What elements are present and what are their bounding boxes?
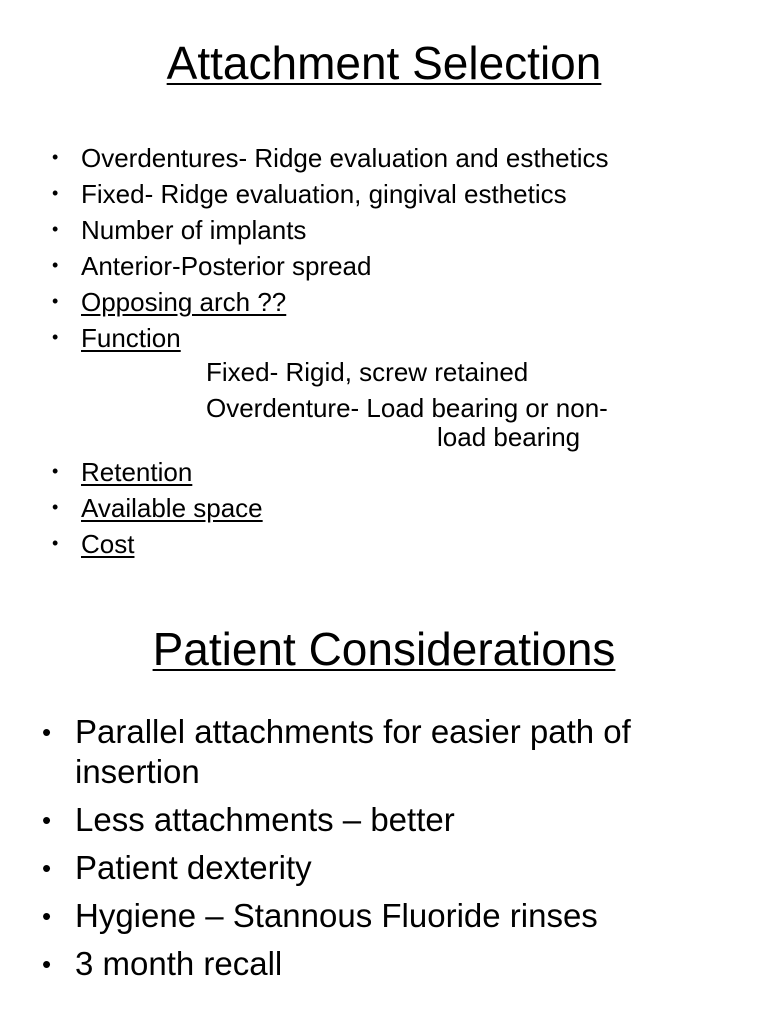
bullet-list [50,140,750,562]
bullet-icon: • [52,497,59,517]
list-item-text: Overdentures- Ridge evaluation and esthetics [81,143,609,173]
list-item [42,944,742,984]
bullet-icon: • [52,461,59,481]
list-item [50,212,750,248]
bullet-icon: • [52,219,59,239]
list-item [50,454,750,490]
list-item-text: Hygiene – Stannous Fluoride rinses [75,897,598,934]
bullet-icon: • [42,901,52,931]
list-item [50,490,750,526]
list-item-text: Cost [81,529,135,559]
list-item-text: Less attachments – better [75,801,455,838]
slide-title: Patient Considerations [152,623,616,675]
function-detail-overdenture: Overdenture- Load bearing or non- [206,393,608,423]
list-item [50,140,750,176]
list-item-text: Anterior-Posterior spread [81,251,372,281]
bullet-icon: • [42,949,52,979]
bullet-icon: • [52,291,59,311]
list-item-text: Available space [81,493,263,523]
function-detail-fixed: Fixed- Rigid, screw retained [206,357,529,387]
list-item [50,320,750,356]
bullet-icon: • [52,327,59,347]
list-item-text: Parallel attachments for easier path of insertion [75,713,631,790]
bullet-icon: • [52,147,59,167]
function-detail-overdenture-cont: load bearing [437,422,581,452]
list-item [42,800,742,840]
bullet-list [42,712,742,992]
list-item-text: Opposing arch ?? [81,287,287,317]
list-item [50,526,750,562]
list-item [42,712,742,792]
list-item-text: Patient dexterity [75,849,312,886]
bullet-icon: • [52,183,59,203]
bullet-icon: • [52,255,59,275]
list-item-text: Number of implants [81,215,307,245]
list-item-text: Fixed- Ridge evaluation, gingival esthetics [81,179,567,209]
bullet-icon: • [52,533,59,553]
list-item [50,248,750,284]
list-item-text: 3 month recall [75,945,283,982]
list-item-text: Function [81,323,181,353]
bullet-icon: • [42,805,52,835]
list-item-text: Retention [81,457,193,487]
bullet-icon: • [42,717,52,747]
bullet-icon: • [42,853,52,883]
slide-patient-considerations [0,600,768,1024]
list-item [50,284,750,320]
slide-title: Attachment Selection [166,37,602,89]
list-item [42,848,742,888]
list-item [42,896,742,936]
list-item [50,176,750,212]
